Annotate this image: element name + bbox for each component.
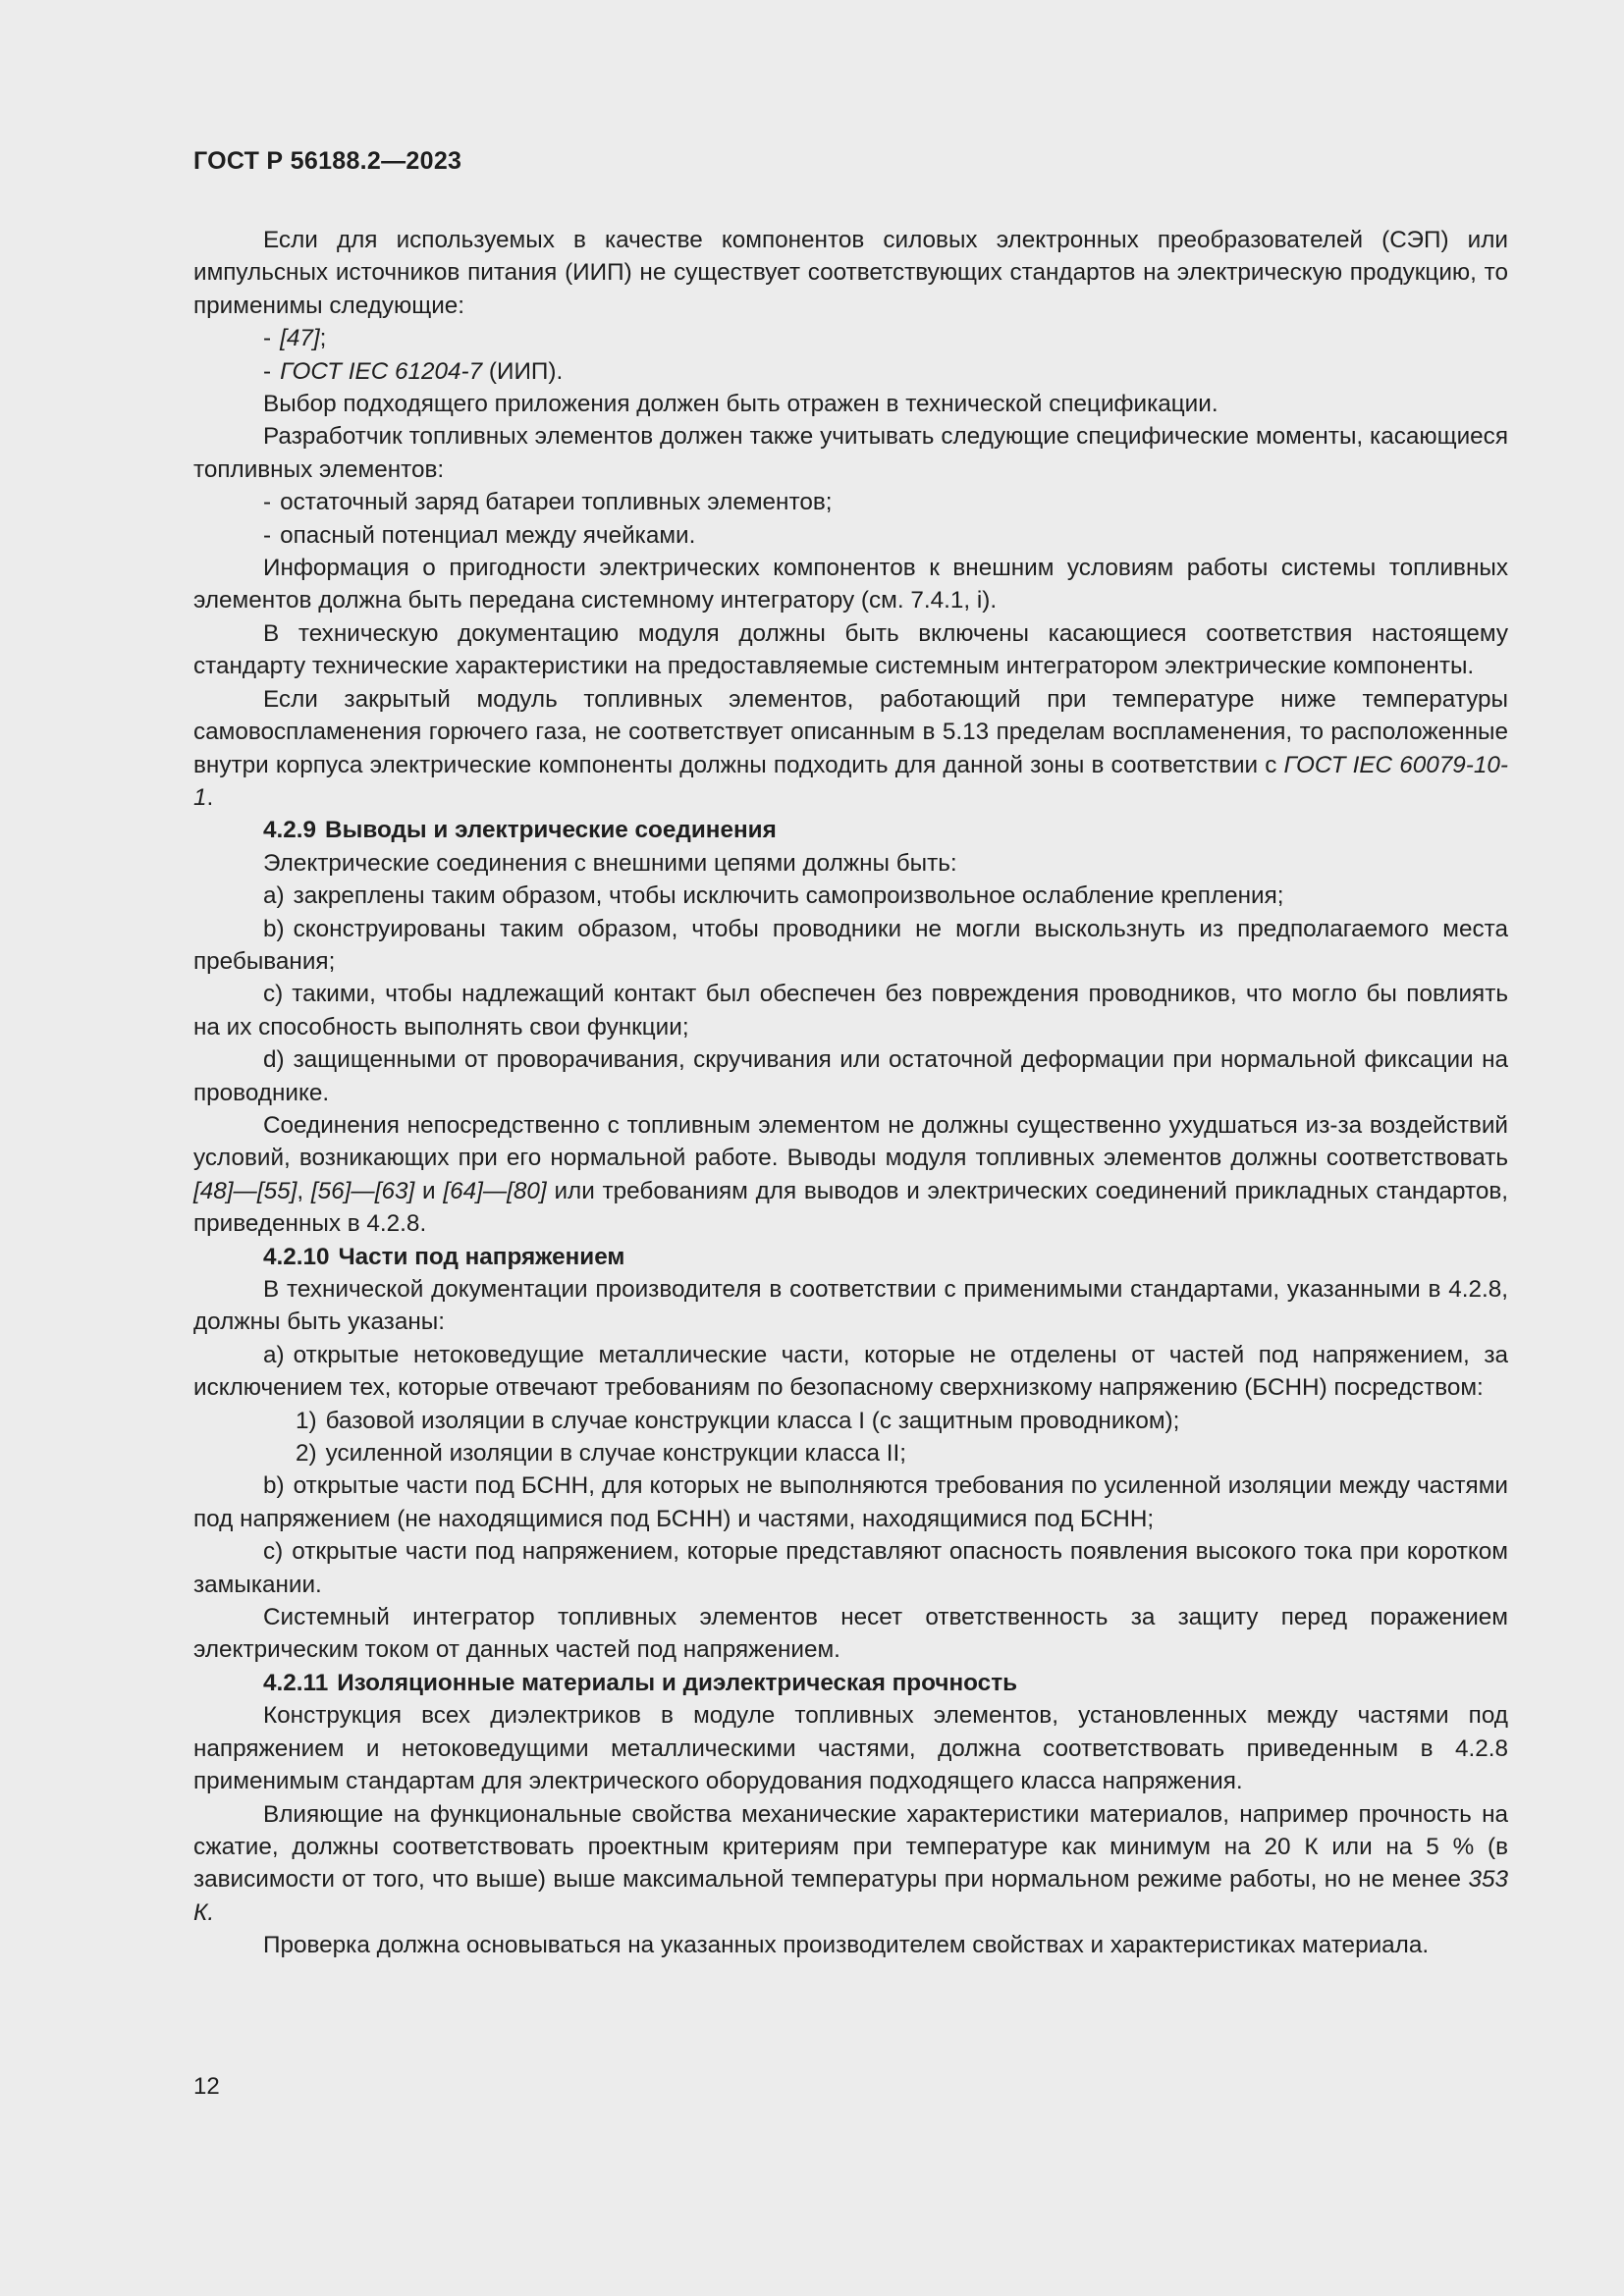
paragraph-text: или требованиям для выводов и электрических соединений прикладных стандартов, приведенных в 4.2.8. — [193, 1177, 1508, 1238]
list-dash: - — [263, 357, 272, 385]
list-item-text: такими, чтобы надлежащий контакт был обеспечен без повреждения проводников, что могло бы повлиять на их способность выполнять свои функции; — [193, 981, 1508, 1041]
sublist-item — [193, 1405, 1508, 1437]
section-heading — [193, 1241, 1508, 1273]
paragraph: Информация о пригодности электрических компонентов к внешним условиям работы системы топливных элементов должна быть передана системному интегратору (см. 7.4.1, i). — [193, 555, 1508, 614]
list-dash: - — [263, 489, 272, 516]
section-heading — [193, 1667, 1508, 1699]
list-marker: 1) — [296, 1407, 317, 1434]
list-item-text: остаточный заряд батареи топливных элементов; — [280, 489, 833, 516]
paragraph-text: и — [414, 1177, 444, 1204]
list-dash: - — [263, 325, 272, 352]
list-item — [193, 486, 1508, 518]
list-marker: b) — [263, 915, 285, 942]
paragraph: Электрические соединения с внешними цепями должны быть: — [263, 849, 957, 877]
paragraph-text: . — [206, 783, 214, 811]
section-title: Части под напряжением — [338, 1243, 625, 1270]
list-item-text: закреплены таким образом, чтобы исключить самопроизвольное ослабление крепления; — [293, 882, 1284, 910]
list-item-text: защищенными от проворачивания, скручивания или остаточной деформации при нормальной фиксации на проводнике. — [193, 1046, 1508, 1106]
list-item-text: усиленной изоляции в случае конструкции класса II; — [325, 1440, 907, 1468]
list-item-text: открытые части под напряжением, которые представляют опасность появления высокого тока при коротком замыкании. — [193, 1538, 1508, 1598]
paragraph: В техническую документацию модуля должны быть включены касающиеся соответствия настоящему стандарту технические характеристики на предоставляемые системным интегратором электрические компоненты. — [193, 619, 1508, 680]
list-dash: - — [263, 521, 272, 549]
list-marker: b) — [263, 1472, 285, 1500]
paragraph — [193, 1798, 1508, 1930]
list-item — [193, 355, 1508, 388]
section-heading — [193, 814, 1508, 846]
paragraph — [193, 1109, 1508, 1241]
list-item — [193, 322, 1508, 354]
paragraph: Разработчик топливных элементов должен также учитывать следующие специфические моменты, касающиеся топливных элементов: — [193, 423, 1508, 483]
paragraph: Если для используемых в качестве компонентов силовых электронных преобразователей (СЭП) или импульсных источников питания (ИИП) не существует соответствующих стандартов на электрическую продукцию, то применимы следующие: — [193, 227, 1508, 319]
list-marker: c) — [263, 1538, 284, 1566]
list-item-text: опасный потенциал между ячейками. — [280, 521, 696, 549]
reference-link: [47] — [280, 325, 320, 352]
list-item — [193, 1043, 1508, 1109]
section-title: Выводы и электрические соединения — [325, 817, 777, 844]
list-item — [193, 913, 1508, 979]
reference-link: [64]—[80] — [443, 1177, 547, 1204]
list-item — [193, 880, 1508, 912]
paragraph-text: Соединения непосредственно с топливным элементом не должны существенно ухудшаться из-за воздействий условий, возникающих при его нормальной работе. Выводы модуля топливных элементов должны соответствовать — [193, 1111, 1508, 1172]
list-item — [193, 978, 1508, 1043]
paragraph: В технической документации производителя в соответствии с применимыми стандартами, указанными в 4.2.8, должны быть указаны: — [193, 1276, 1508, 1336]
list-item — [193, 519, 1508, 552]
list-item-text: (ИИП). — [482, 357, 564, 385]
list-item-text: сконструированы таким образом, чтобы проводники не могли выскользнуть из предполагаемого места пребывания; — [193, 915, 1508, 975]
list-marker: d) — [263, 1046, 285, 1074]
reference-link: [48]—[55] — [193, 1177, 298, 1204]
page-number: 12 — [193, 2073, 220, 2100]
paragraph: Конструкция всех диэлектриков в модуле топливных элементов, установленных между частями под напряжением и нетоковедущими металлическими частями, должна соответствовать приведенным в 4.2.8 применимым стандартам для электрического оборудования подходящего класса напряжения. — [193, 1702, 1508, 1795]
paragraph-text: , — [297, 1177, 311, 1204]
standard-header: ГОСТ Р 56188.2—2023 — [193, 147, 462, 175]
paragraph: Выбор подходящего приложения должен быть отражен в технической спецификации. — [263, 391, 1218, 418]
paragraph: Проверка должна основываться на указанных производителем свойствах и характеристиках материала. — [263, 1932, 1430, 1959]
reference-link: 353 К. — [193, 1866, 1508, 1926]
page-body — [193, 224, 1508, 1962]
section-title: Изоляционные материалы и диэлектрическая прочность — [337, 1669, 1018, 1696]
list-marker: 2) — [296, 1440, 317, 1468]
list-item-text: базовой изоляции в случае конструкции класса I (с защитным проводником); — [325, 1407, 1180, 1434]
reference-link: ГОСТ IEC 61204-7 — [280, 357, 483, 385]
reference-link: [56]—[63] — [310, 1177, 415, 1204]
section-number: 4.2.10 — [263, 1243, 330, 1270]
paragraph-text: Влияющие на функциональные свойства механические характеристики материалов, например прочность на сжатие, должны соответствовать проектным критериям при температуре как минимум на 20 К или на 5 % (в зависимости от того, что выше) выше максимальной температуры при нормальном режиме работы, но не менее — [193, 1800, 1508, 1894]
list-item — [193, 1339, 1508, 1405]
sublist-item — [193, 1437, 1508, 1469]
list-item-text: ; — [319, 325, 327, 352]
list-item — [193, 1469, 1508, 1535]
list-marker: a) — [263, 1341, 285, 1368]
list-item-text: открытые нетоковедущие металлические части, которые не отделены от частей под напряжением, за исключением тех, которые отвечают требованиям по безопасному сверхнизкому напряжению (БСНН) посредством: — [193, 1341, 1508, 1402]
section-number: 4.2.11 — [263, 1669, 329, 1696]
list-item-text: открытые части под БСНН, для которых не выполняются требования по усиленной изоляции между частями под напряжением (не находящимися под БСНН) и частями, находящимися под БСНН; — [193, 1472, 1508, 1532]
list-item — [193, 1535, 1508, 1601]
list-marker: a) — [263, 882, 285, 910]
paragraph: Системный интегратор топливных элементов несет ответственность за защиту перед поражением электрическим током от данных частей под напряжением. — [193, 1604, 1508, 1664]
reference-link: ГОСТ IEC 60079-10-1 — [193, 751, 1508, 811]
paragraph-text: Если закрытый модуль топливных элементов, работающий при температуре ниже температуры самовоспламенения горючего газа, не соответствует описанным в 5.13 пределам воспламенения, то расположенные внутри корпуса электрические компоненты должны подходить для данной зоны в соответствии с — [193, 685, 1508, 778]
paragraph — [193, 683, 1508, 815]
section-number: 4.2.9 — [263, 817, 317, 844]
list-marker: c) — [263, 981, 284, 1008]
